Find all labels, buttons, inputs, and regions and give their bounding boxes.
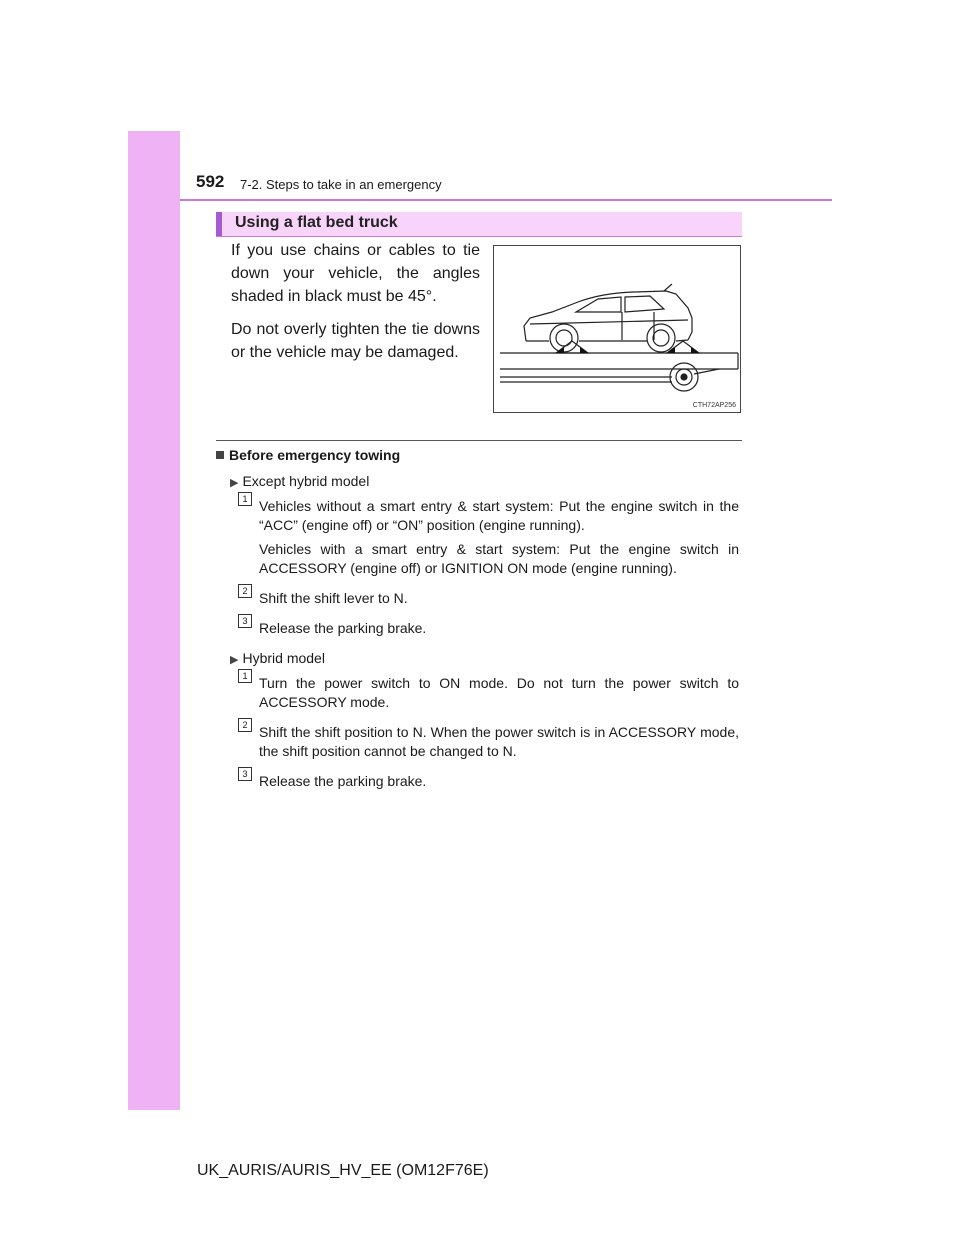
section-title: Using a flat bed truck — [235, 214, 398, 231]
step-paragraph: Vehicles with a smart entry & start system: Put the engine switch in ACCESSORY (engine off) or IGNITION ON mode (engine running). — [259, 541, 739, 576]
step-item — [216, 720, 742, 766]
step-paragraph: Turn the power switch to ON mode. Do not turn the power switch to ACCESSORY mode. — [259, 675, 739, 710]
page-number: 592 — [196, 172, 225, 191]
step-item — [216, 671, 742, 717]
step-number-box: 3 — [238, 614, 252, 628]
step-paragraph: Vehicles without a smart entry & start system: Put the engine switch in the “ACC” (engine off) or “ON” position (engine running). — [259, 498, 739, 533]
notes-heading — [216, 446, 742, 465]
group-label — [230, 472, 742, 493]
notes-heading-text: Before emergency towing — [229, 447, 401, 463]
step-number-box: 3 — [238, 767, 252, 781]
group-label — [230, 649, 742, 670]
step-paragraph: Shift the shift lever to N. — [259, 590, 408, 606]
chapter-side-tab — [128, 131, 180, 1110]
flat-bed-truck-illustration — [493, 245, 741, 413]
step-text — [259, 674, 739, 717]
intro-text — [231, 239, 480, 374]
group-label-text: Except hybrid model — [242, 473, 370, 489]
triangle-bullet-icon: ▶ — [230, 477, 239, 489]
step-text — [259, 772, 739, 796]
step-paragraph: Shift the shift position to N. When the power switch is in ACCESSORY mode, the shift position cannot be changed to N. — [259, 724, 739, 759]
figure-code: CTH72AP256 — [692, 402, 736, 409]
section-bar-rule — [216, 236, 742, 237]
car-on-trailer-drawing — [494, 246, 740, 412]
header-rule — [180, 199, 832, 201]
step-item — [216, 616, 742, 643]
step-number-box: 2 — [238, 718, 252, 732]
step-number-box: 1 — [238, 669, 252, 683]
step-item — [216, 769, 742, 796]
step-paragraph: Release the parking brake. — [259, 773, 427, 789]
running-head: 7-2. Steps to take in an emergency — [240, 177, 442, 192]
intro-paragraph-1: If you use chains or cables to tie down your vehicle, the angles shaded in black must be 45°. — [231, 242, 480, 305]
step-item — [216, 494, 742, 583]
step-text — [259, 619, 739, 643]
section-title-bar — [216, 212, 742, 236]
towing-notes — [216, 446, 742, 802]
step-paragraph: Release the parking brake. — [259, 620, 427, 636]
group-label-text: Hybrid model — [242, 650, 325, 666]
intro-paragraph-2: Do not overly tighten the tie downs or the vehicle may be damaged. — [231, 321, 480, 361]
square-bullet-icon — [216, 451, 224, 459]
section-divider — [216, 440, 742, 441]
step-number-box: 2 — [238, 584, 252, 598]
step-number-box: 1 — [238, 492, 252, 506]
step-text — [259, 723, 739, 766]
step-text — [259, 497, 739, 583]
step-item — [216, 586, 742, 613]
document-footer: UK_AURIS/AURIS_HV_EE (OM12F76E) — [197, 1162, 489, 1179]
triangle-bullet-icon: ▶ — [230, 654, 239, 666]
step-text — [259, 589, 739, 613]
